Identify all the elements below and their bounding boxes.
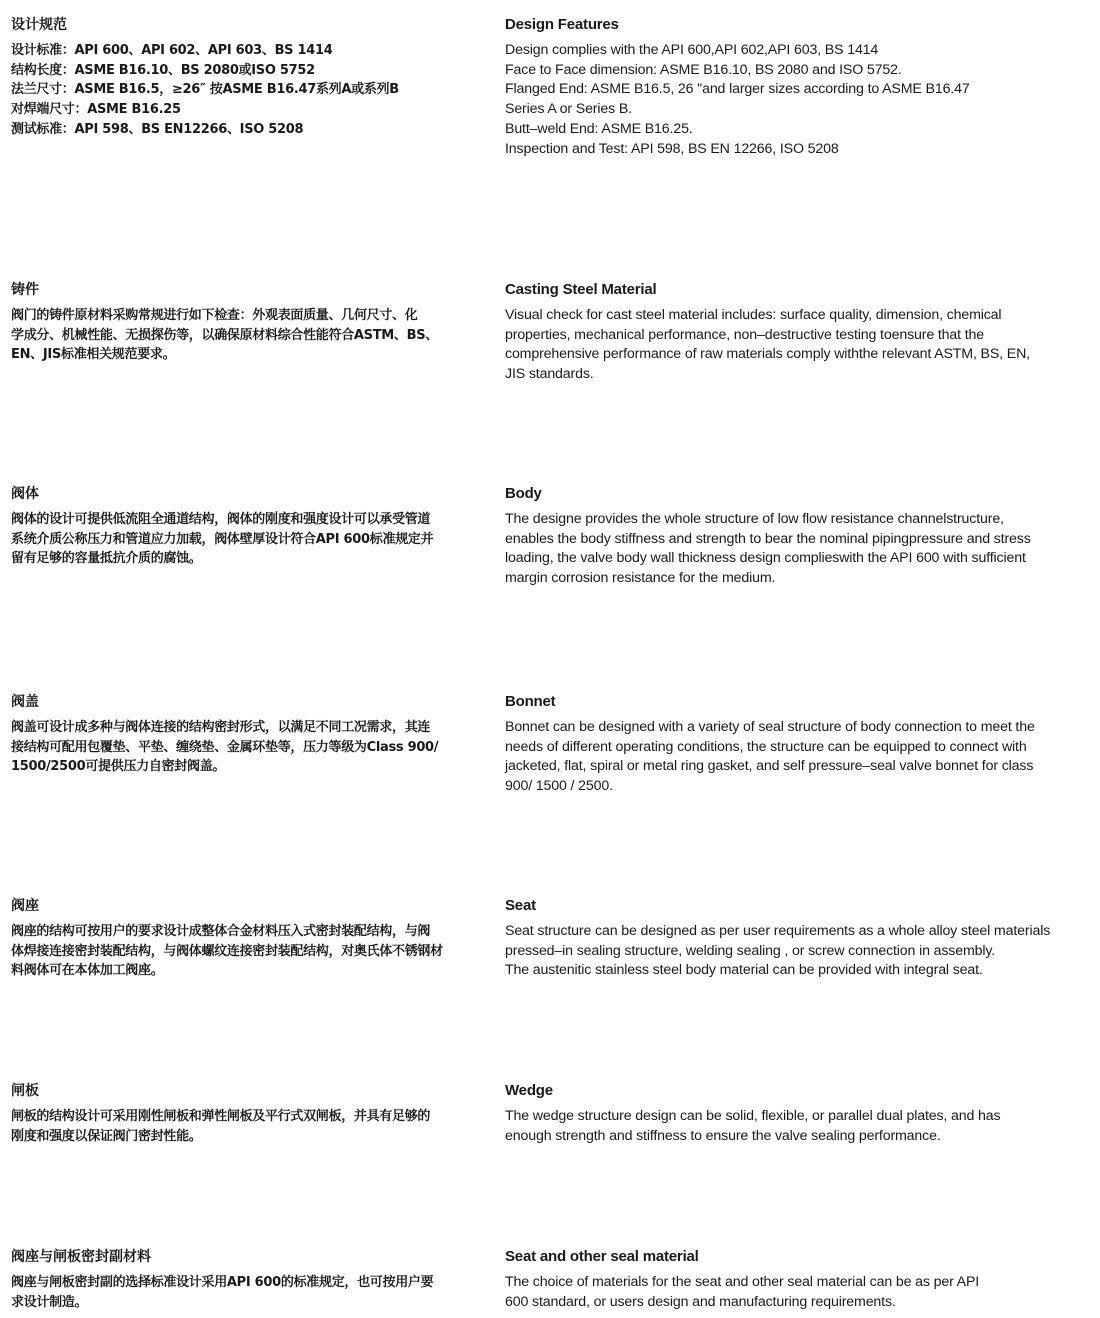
body-line-zh: 对焊端尺寸：ASME B16.25 [11,102,181,118]
body-line-zh: EN、JIS标准相关规范要求。 [11,347,176,363]
body-line-en: Inspection and Test: API 598, BS EN 12266, ISO 5208 [505,140,839,157]
body-line-en: 600 standard, or users design and manufacturing requirements. [505,1293,896,1310]
section-body-en [505,1107,1090,1146]
body-line-zh: 刚度和强度以保证阀门密封性能。 [11,1128,202,1144]
section-heading-en: Design Features [505,16,619,33]
body-line-zh: 设计标准：API 600、API 602、API 603、BS 1414 [11,43,333,58]
body-line-en: The designe provides the whole structure of low flow resistance channelstructure, [505,511,1004,527]
chinese-column [11,280,489,365]
body-line-zh: 阀座与闸板密封副的选择标准设计采用API 600的标准规定，也可按用户要 [11,1275,434,1290]
english-column [505,280,1090,385]
body-line-en: Flanged End: ASME B16.5, 26 "and larger sizes according to ASME B16.47 [505,81,970,98]
section-heading-zh: 设计规范 [11,17,67,33]
body-line-en: Series A or Series B. [505,101,632,118]
body-line-en: Bonnet can be designed with a variety of seal structure of body connection to meet the [505,719,1035,735]
body-line-en: needs of different operating conditions, the structure can be equipped to connect with [505,738,1027,755]
section-body-zh [11,510,489,569]
body-line-zh: 阀座的结构可按用户的要求设计成整体合金材料压入式密封装配结构，与阀 [11,924,431,939]
section-body-zh [11,922,489,981]
section-heading-en: Casting Steel Material [505,281,657,298]
body-line-en: The austenitic stainless steel body material can be provided with integral seat. [505,962,983,979]
english-column [505,484,1090,589]
body-line-en: The choice of materials for the seat and other seal material can be as per API [505,1274,980,1290]
section-body-zh [11,1107,489,1146]
section-body-zh [11,1273,489,1312]
section-body-zh [11,306,489,365]
body-line-zh: 求设计制造。 [11,1294,88,1310]
body-line-en: jacketed, flat, spiral or metal ring gasket, and self pressure–seal valve bonnet for class [505,758,1034,775]
section-heading-zh: 阀体 [11,486,39,502]
body-line-en: pressed–in sealing structure, welding sealing , or screw connection in assembly. [505,942,996,959]
section-body-zh [11,41,489,140]
english-column [505,896,1090,981]
body-line-en: Design complies with the API 600,API 602,API 603, BS 1414 [505,42,879,58]
body-line-zh: 闸板的结构设计可采用刚性闸板和弹性闸板及平行式双闸板，并具有足够的 [11,1109,431,1124]
section-body-en [505,41,1090,159]
body-line-zh: 阀体的设计可提供低流阻全通道结构，阀体的刚度和强度设计可以承受管道 [11,512,431,527]
section-body-zh [11,718,489,777]
body-line-zh: 测试标准：API 598、BS EN12266、ISO 5208 [11,121,304,137]
section-heading-zh: 铸件 [11,282,39,298]
body-line-en: enough strength and stiffness to ensure the valve sealing performance. [505,1127,941,1144]
chinese-column [11,15,489,140]
section-heading-en: Seat and other seal material [505,1248,699,1265]
section-heading-zh: 阀盖 [11,694,39,710]
body-line-en: loading, the valve body wall thickness design complieswith the API 600 with sufficient [505,550,1026,567]
section-body-en [505,1273,1090,1312]
body-line-zh: 阀盖可设计成多种与阀体连接的结构密封形式，以满足不同工况需求，其连 [11,720,431,735]
section-heading-en: Wedge [505,1082,553,1099]
body-line-zh: 体焊接连接密封装配结构，与阀体螺纹连接密封装配结构，对奥氏体不锈钢材 [11,943,443,959]
body-line-zh: 留有足够的容量抵抗介质的腐蚀。 [11,551,202,567]
english-column [505,1081,1090,1146]
english-column [505,1247,1090,1312]
body-line-zh: 结构长度：ASME B16.10、BS 2080或ISO 5752 [11,62,315,78]
body-line-en: JIS standards. [505,366,594,383]
chinese-column [11,1247,489,1312]
chinese-column [11,1081,489,1146]
section-heading-zh: 阀座 [11,898,39,914]
body-line-en: The wedge structure design can be solid, flexible, or parallel dual plates, and has [505,1108,1001,1124]
section-body-en [505,510,1090,589]
body-line-en: Seat structure can be designed as per user requirements as a whole alloy steel materials [505,923,1051,939]
body-line-zh: 学成分、机械性能、无损探伤等，以确保原材料综合性能符合ASTM、BS、 [11,327,439,343]
body-line-en: properties, mechanical performance, non–destructive testing toensure that the [505,326,984,343]
section-heading-en: Seat [505,897,536,914]
section-heading-zh: 闸板 [11,1083,39,1099]
body-line-en: comprehensive performance of raw materials comply withthe relevant ASTM, BS, EN, [505,346,1030,363]
section-heading-en: Body [505,485,542,502]
section-heading-zh: 阀座与闸板密封副材料 [11,1249,151,1265]
body-line-en: enables the body stiffness and strength to bear the nominal pipingpressure and stress [505,530,1031,547]
body-line-en: Butt–weld End: ASME B16.25. [505,120,693,137]
body-line-en: margin corrosion resistance for the medium. [505,570,776,587]
chinese-column [11,896,489,981]
body-line-zh: 阀门的铸件原材料采购常规进行如下检查：外观表面质量、几何尺寸、化 [11,308,418,323]
body-line-zh: 系统介质公称压力和管道应力加载，阀体壁厚设计符合API 600标准规定并 [11,531,434,547]
section-body-en [505,718,1090,797]
body-line-en: 900/ 1500 / 2500. [505,778,613,795]
section-body-en [505,922,1090,981]
body-line-en: Visual check for cast steel material includes: surface quality, dimension, chemical [505,307,1002,323]
body-line-zh: 法兰尺寸：ASME B16.5，≥26″ 按ASME B16.47系列A或系列B [11,82,399,98]
chinese-column [11,692,489,777]
chinese-column [11,484,489,569]
section-heading-en: Bonnet [505,693,556,710]
body-line-zh: 接结构可配用包覆垫、平垫、缠绕垫、金属环垫等，压力等级为Class 900/ [11,739,439,755]
english-column [505,15,1090,159]
section-body-en [505,306,1090,385]
body-line-zh: 料阀体可在本体加工阀座。 [11,963,164,979]
english-column [505,692,1090,797]
body-line-en: Face to Face dimension: ASME B16.10, BS 2080 and ISO 5752. [505,61,902,78]
body-line-zh: 1500/2500可提供压力自密封阀盖。 [11,759,226,775]
